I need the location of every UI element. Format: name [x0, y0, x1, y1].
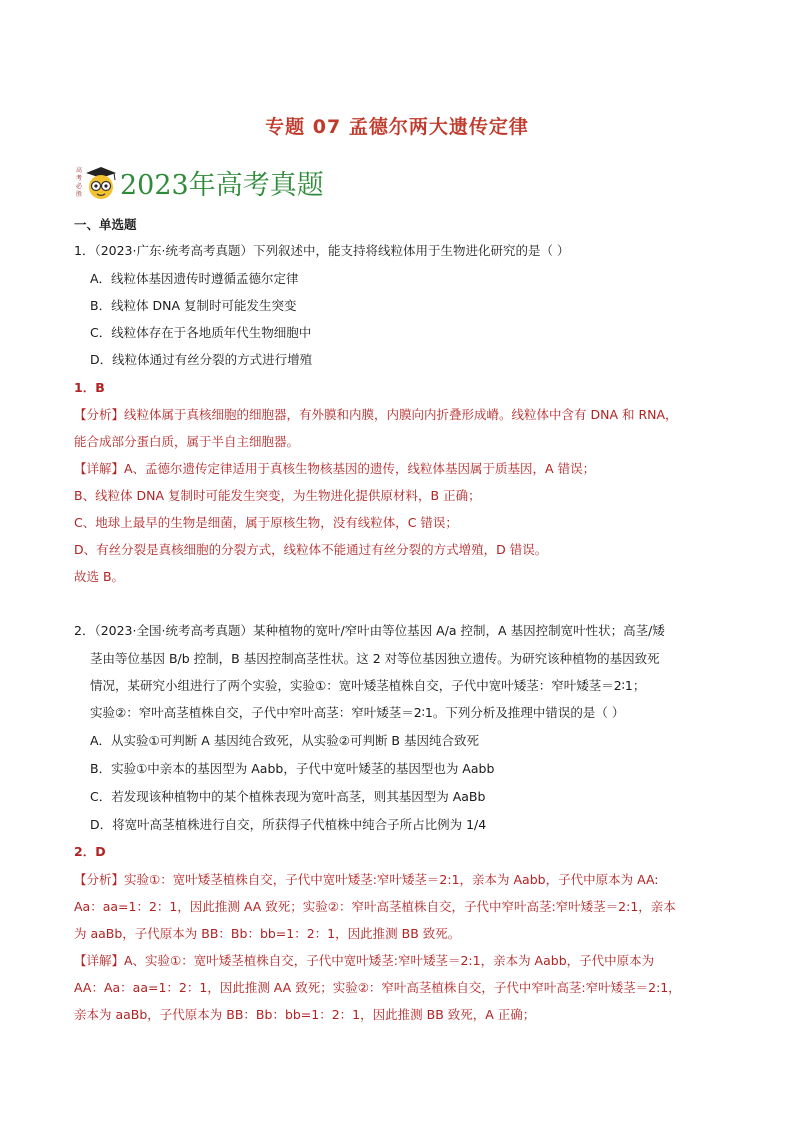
q2-option-b: B．实验①中亲本的基因型为 Aabb，子代中宽叶矮茎的基因型也为 Aabb — [90, 761, 495, 776]
q2-analysis-line: 为 aaBb，子代原本为 BB：Bb：bb=1：2：1，因此推测 BB 致死。 — [74, 926, 461, 941]
q2-analysis-line: Aa：aa=1：2：1，因此推测 AA 致死；实验②：窄叶高茎植株自交，子代中窄叶高茎:窄叶矮茎＝2:1，亲本 — [74, 899, 676, 914]
q1-option-d: D．线粒体通过有丝分裂的方式进行增殖 — [90, 352, 313, 367]
q2-option-c: C．若发现该种植物中的某个植株表现为宽叶高茎，则其基因型为 AaBb — [90, 789, 486, 804]
scholar-owl-icon — [74, 160, 118, 204]
q2-stem-line: 茎由等位基因 B/b 控制，B 基因控制高茎性状。这 2 对等位基因独立遗传。为研究该种植物的基因致死 — [90, 651, 660, 666]
svg-text:必: 必 — [76, 183, 83, 190]
svg-text:胜: 胜 — [76, 191, 83, 198]
q1-option-c: C．线粒体存在于各地质年代生物细胞中 — [90, 325, 312, 340]
q1-analysis-line: 能合成部分蛋白质，属于半自主细胞器。 — [74, 434, 300, 449]
q2-analysis-line: 亲本为 aaBb，子代原本为 BB：Bb：bb=1：2：1，因此推测 BB 致死，A 正确； — [74, 1007, 536, 1022]
q1-analysis-line: 故选 B。 — [74, 569, 125, 584]
q2-option-a: A．从实验①可判断 A 基因纯合致死，从实验②可判断 B 基因纯合致死 — [90, 733, 479, 748]
section-banner — [74, 160, 324, 204]
q2-stem-line: 情况，某研究小组进行了两个实验，实验①：宽叶矮茎植株自交，子代中宽叶矮茎：窄叶矮茎＝2∶1； — [90, 678, 646, 693]
svg-text:高: 高 — [76, 167, 83, 174]
q2-analysis-line: AA：Aa：aa=1：2：1，因此推测 AA 致死；实验②：窄叶高茎植株自交，子代中窄叶高茎:窄叶矮茎＝2:1， — [74, 980, 681, 995]
q1-analysis-line: B、线粒体 DNA 复制时可能发生突变，为生物进化提供原材料，B 正确； — [74, 488, 481, 503]
q1-answer: 1．B — [74, 380, 105, 395]
q1-analysis-line: D、有丝分裂是真核细胞的分裂方式，线粒体不能通过有丝分裂的方式增殖，D 错误。 — [74, 542, 548, 557]
svg-text:考: 考 — [76, 175, 83, 182]
q1-analysis-line: 【详解】A、孟德尔遗传定律适用于真核生物核基因的遗传，线粒体基因属于质基因，A 错误； — [74, 461, 596, 476]
q2-stem-line: 实验②：窄叶高茎植株自交，子代中窄叶高茎：窄叶矮茎＝2∶1。下列分析及推理中错误的是（ ） — [90, 705, 625, 720]
q2-analysis-line: 【详解】A、实验①：宽叶矮茎植株自交，子代中宽叶矮茎:窄叶矮茎＝2:1，亲本为 Aabb，子代中原本为 — [74, 953, 655, 968]
q2-analysis-line: 【分析】实验①：宽叶矮茎植株自交，子代中宽叶矮茎:窄叶矮茎＝2:1，亲本为 Aabb，子代中原本为 AA: — [74, 872, 659, 887]
page-title: 专题 07 孟德尔两大遗传定律 — [265, 116, 529, 138]
q1-stem: 1．（2023·广东·统考高考真题）下列叙述中，能支持将线粒体用于生物进化研究的是（ ） — [74, 243, 570, 258]
q2-option-d: D．将宽叶高茎植株进行自交，所获得子代植株中纯合子所占比例为 1/4 — [90, 817, 487, 832]
q1-analysis-line: 【分析】线粒体属于真核细胞的细胞器，有外膜和内膜，内膜向内折叠形成嵴。线粒体中含有 DNA 和 RNA， — [74, 407, 678, 422]
q1-option-a: A．线粒体基因遗传时遵循孟德尔定律 — [90, 271, 299, 286]
q2-stem-line: 2．（2023·全国·统考高考真题）某种植物的宽叶/窄叶由等位基因 A/a 控制，A 基因控制宽叶性状；高茎/矮 — [74, 623, 665, 638]
q1-analysis-line: C、地球上最早的生物是细菌，属于原核生物，没有线粒体，C 错误； — [74, 515, 458, 530]
q2-answer: 2．D — [74, 844, 106, 859]
q1-option-b: B．线粒体 DNA 复制时可能发生突变 — [90, 298, 297, 313]
section-heading: 一、单选题 — [74, 217, 137, 232]
banner-title: 2023年高考真题 — [120, 169, 324, 201]
